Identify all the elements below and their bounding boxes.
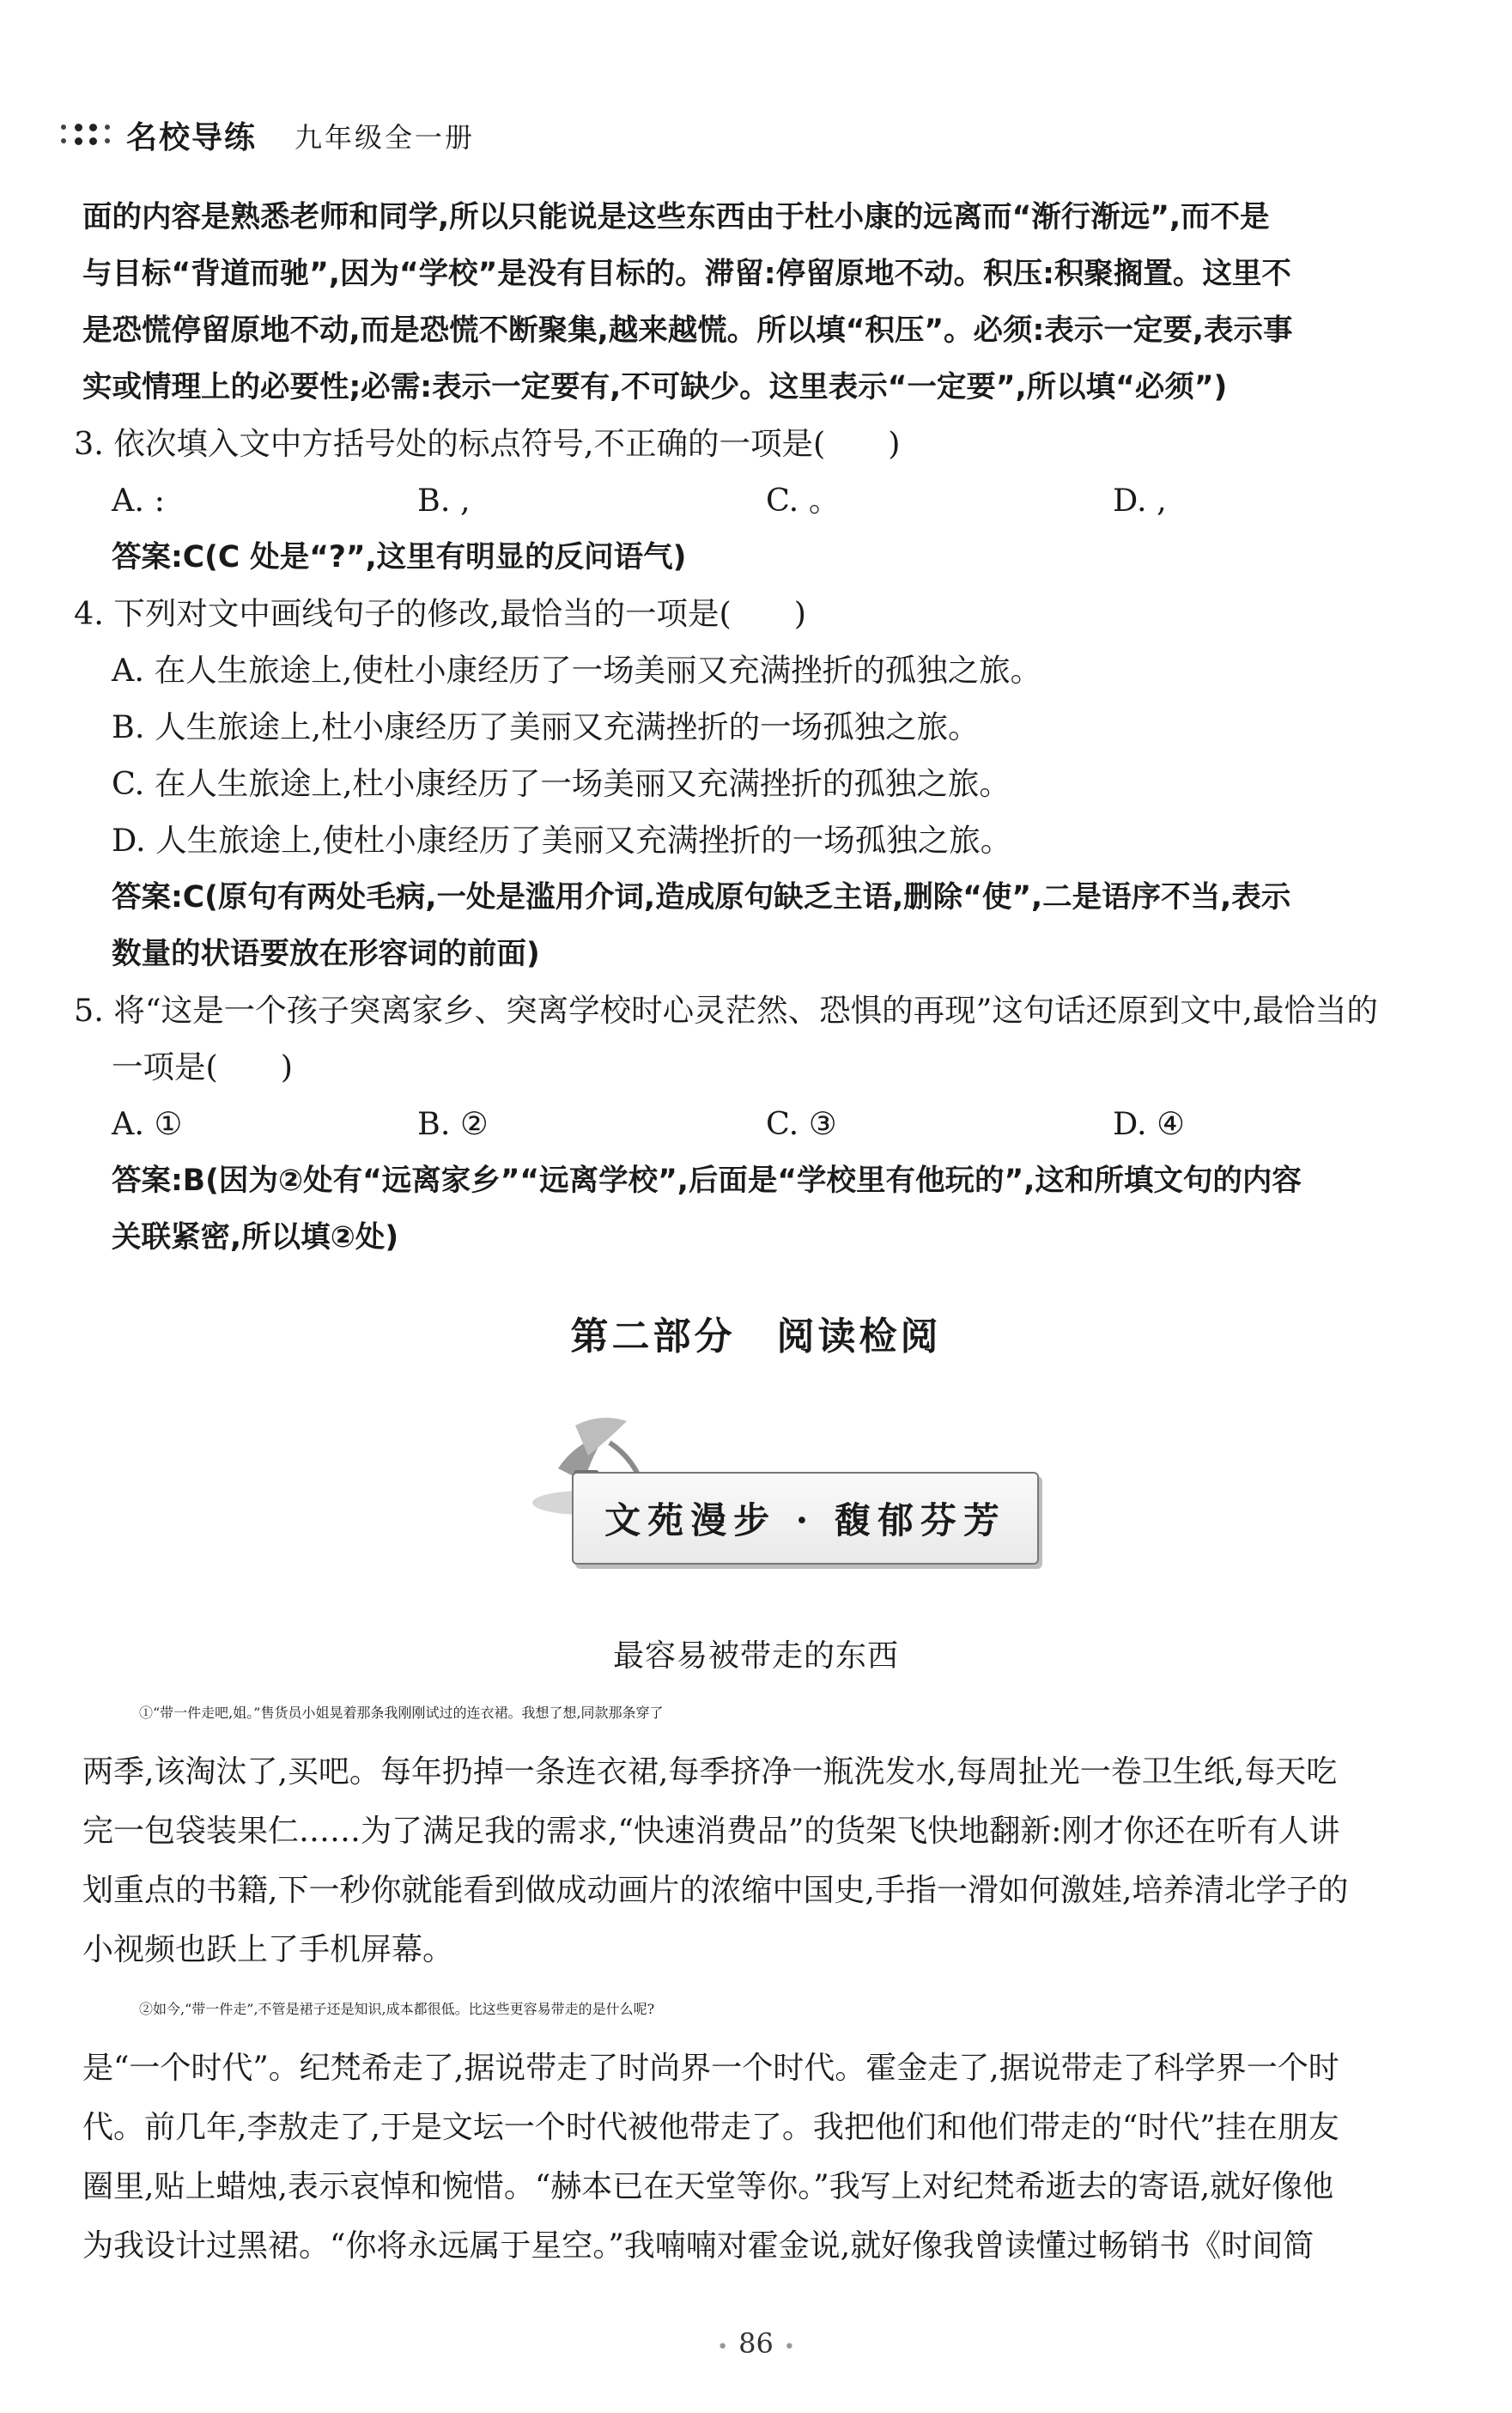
question-5-answer: 答案:B(因为②处有“远离家乡”“远离学校”,后面是“学校里有他玩的”,这和所填文句的内容 <box>112 1164 1302 1198</box>
article-line: 圈里,贴上蜡烛,表示哀悼和惋惜。“赫本已在天堂等你。”我写上对纪梵希逝去的寄语,就好像他 <box>82 2169 1334 2204</box>
option-c: C. ③ <box>766 1105 837 1142</box>
page-number: • 86 • <box>717 2327 795 2360</box>
option-a: A. : <box>112 482 165 519</box>
question-4-answer: 答案:C(原句有两处毛病,一处是滥用介词,造成原句缺乏主语,删除“使”,二是语序不当,表示 <box>112 880 1291 915</box>
book-brand: 名校导练 <box>126 120 258 155</box>
article-line: 小视频也跃上了手机屏幕。 <box>82 1932 454 1967</box>
option-c: C. 在人生旅途上,杜小康经历了一场美丽又充满挫折的孤独之旅。 <box>112 765 1011 802</box>
article-line: 划重点的书籍,下一秒你就能看到做成动画片的浓缩中国史,手指一滑如何激娃,培养清北学子的 <box>82 1873 1349 1908</box>
exercise-block <box>74 189 1499 1266</box>
option-b: B. 人生旅途上,杜小康经历了美丽又充满挫折的一场孤独之旅。 <box>112 708 980 745</box>
question-3-options <box>112 472 1499 529</box>
article-line: 完一包袋装果仁……为了满足我的需求,“快速消费品”的货架飞快地翻新:刚才你还在听有人讲 <box>82 1814 1340 1849</box>
question-5-stem: 5. 将“这是一个孩子突离家乡、突离学校时心灵茫然、恐惧的再现”这句话还原到文中,最恰当的 <box>74 992 1378 1029</box>
option-a: A. 在人生旅途上,使杜小康经历了一场美丽又充满挫折的孤独之旅。 <box>112 652 1042 689</box>
article-title: 最容易被带走的东西 <box>612 1638 899 1674</box>
question-5-options <box>112 1096 1499 1152</box>
article-line: ①“带一件走吧,姐。”售货员小姐晃着那条我刚刚试过的连衣裙。我想了想,同款那条穿了 <box>139 1705 664 1721</box>
explanation-line: 实或情理上的必要性;必需:表示一定要有,不可缺少。这里表示“一定要”,所以填“必须”) <box>82 370 1228 404</box>
option-b: B. , <box>417 482 471 519</box>
option-b: B. ② <box>417 1105 489 1142</box>
option-d: D. 人生旅途上,使杜小康经历了美丽又充满挫折的一场孤独之旅。 <box>112 822 1012 859</box>
explanation-line: 是恐慌停留原地不动,而是恐慌不断聚集,越来越慌。所以填“积压”。必须:表示一定要,表示事 <box>82 313 1293 348</box>
article-line: ②如今,“带一件走”,不管是裙子还是知识,成本都很低。比这些更容易带走的是什么呢? <box>139 2001 655 2017</box>
question-4-answer: 数量的状语要放在形容词的前面) <box>112 937 540 971</box>
article-line: 是“一个时代”。纪梵希走了,据说带走了时尚界一个时代。霍金走了,据说带走了科学界一个时 <box>82 2051 1339 2086</box>
book-grade: 九年级全一册 <box>295 120 476 154</box>
option-a: A. ① <box>112 1105 183 1142</box>
question-3-answer: 答案:C(C 处是“?”,这里有明显的反问语气) <box>112 540 687 574</box>
question-4-stem: 4. 下列对文中画线句子的修改,最恰当的一项是( ) <box>74 595 807 632</box>
explanation-line: 面的内容是熟悉老师和同学,所以只能说是这些东西由于杜小康的远离而“渐行渐远”,而不是 <box>82 200 1270 234</box>
section-banner <box>524 1408 1056 1580</box>
option-d: D. , <box>1113 482 1167 519</box>
question-5-answer: 关联紧密,所以填②处) <box>112 1220 399 1255</box>
article-line: 代。前几年,李敖走了,于是文坛一个时代被他带走了。我把他们和他们带走的“时代”挂在朋友 <box>82 2110 1339 2145</box>
question-3-stem: 3. 依次填入文中方括号处的标点符号,不正确的一项是( ) <box>74 425 901 462</box>
option-d: D. ④ <box>1113 1105 1185 1142</box>
question-5-stem: 一项是( ) <box>112 1048 293 1085</box>
running-header <box>60 113 475 157</box>
article-line: 两季,该淘汰了,买吧。每年扔掉一条连衣裙,每季挤净一瓶洗发水,每周扯光一卷卫生纸,每天吃 <box>82 1754 1338 1790</box>
banner-text: 文苑漫步 · 馥郁芬芳 <box>604 1499 1006 1541</box>
banner-plate <box>572 1472 1039 1565</box>
page-number-text: 86 <box>738 2327 774 2360</box>
article-line: 为我设计过黑裙。“你将永远属于星空。”我喃喃对霍金说,就好像我曾读懂过畅销书《时间简 <box>82 2228 1315 2264</box>
explanation-line: 与目标“背道而驰”,因为“学校”是没有目标的。滞留:停留原地不动。积压:积聚搁置。这里不 <box>82 257 1291 291</box>
option-c: C. 。 <box>766 482 841 519</box>
section-title: 第二部分 阅读检阅 <box>570 1315 942 1358</box>
article-body <box>82 1683 1499 2276</box>
dots-logo-icon <box>60 124 114 148</box>
